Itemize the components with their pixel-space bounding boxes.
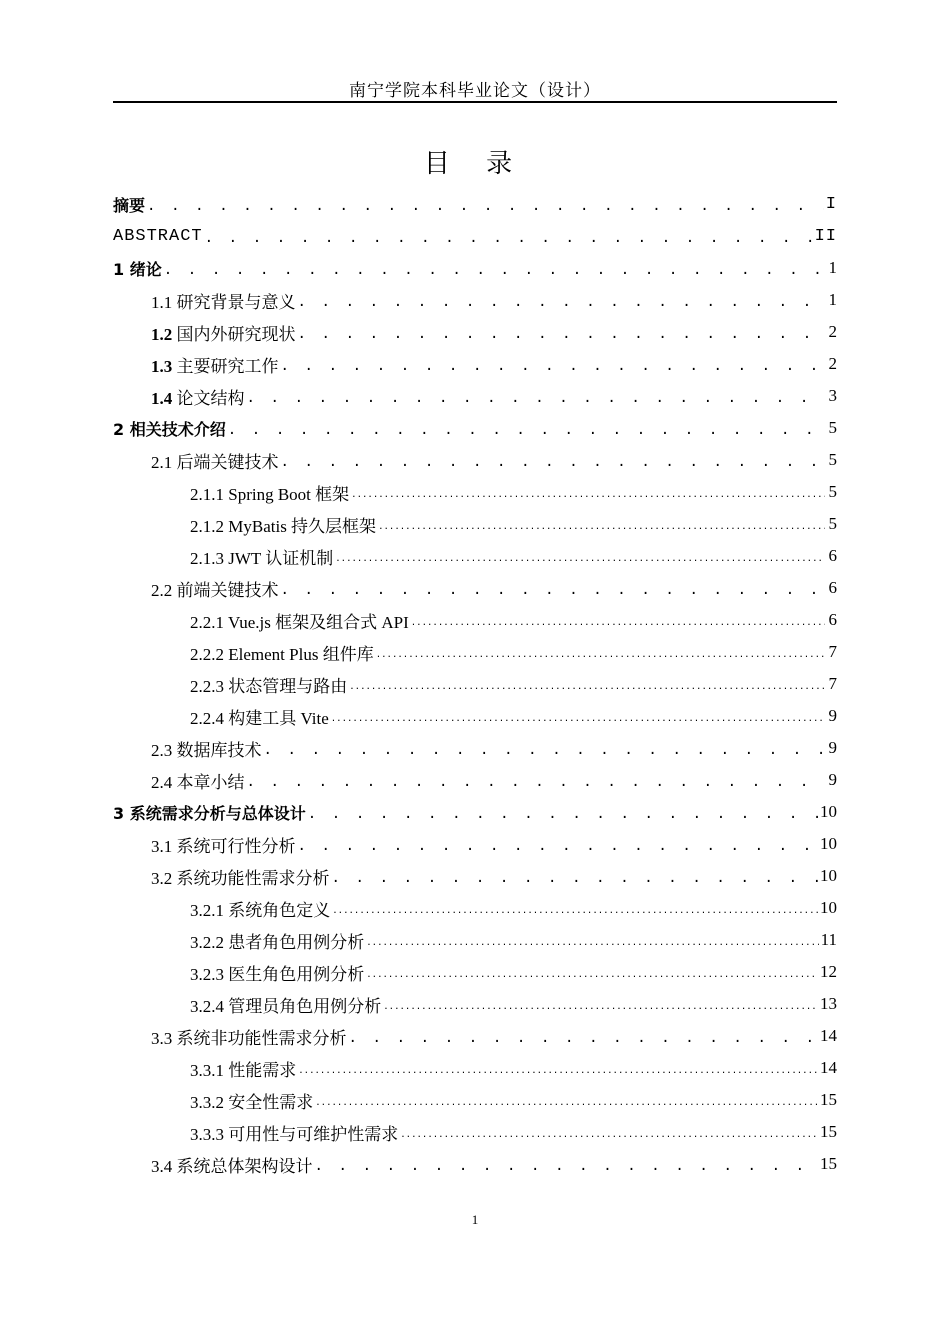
toc-entry-label: 3.2.2 患者角色用例分析 xyxy=(190,932,365,952)
toc-entry[interactable] xyxy=(113,796,837,828)
toc-entry[interactable] xyxy=(113,1148,837,1180)
toc-entry[interactable] xyxy=(113,220,837,252)
toc-entry-page: 9 xyxy=(828,770,837,789)
toc-entry[interactable] xyxy=(113,572,837,604)
toc-entry-page: 13 xyxy=(820,994,837,1013)
toc-entry[interactable] xyxy=(113,668,837,700)
toc-entry-page: II xyxy=(814,226,837,246)
toc-entry-label: 2.2 前端关键技术 xyxy=(151,580,279,600)
toc-entry[interactable] xyxy=(113,636,837,668)
toc-entry-page: 6 xyxy=(828,546,837,565)
toc-entry-page: 5 xyxy=(828,418,837,437)
dot-leader xyxy=(205,230,813,246)
toc-entry-number: 1.3 xyxy=(151,356,173,376)
toc-entry[interactable] xyxy=(113,604,837,636)
dot-leader xyxy=(315,1158,819,1174)
toc-entry[interactable] xyxy=(113,1116,837,1148)
toc-entry[interactable] xyxy=(113,412,837,444)
dot-leader xyxy=(351,490,825,500)
dot-leader xyxy=(332,906,818,916)
toc-entry-label: 1.4 论文结构 xyxy=(151,388,245,408)
dot-leader xyxy=(298,1066,818,1076)
dot-leader xyxy=(147,198,824,214)
toc-entry-number: 1.2 xyxy=(151,324,173,344)
dot-leader xyxy=(247,390,826,406)
table-of-contents xyxy=(113,188,837,1180)
toc-entry-page: 10 xyxy=(820,866,837,885)
toc-entry-page: 10 xyxy=(820,834,837,853)
toc-entry-label: 2 相关技术介绍 xyxy=(113,419,226,439)
toc-entry-number: 1.4 xyxy=(151,388,173,408)
toc-entry-label: 1.3 主要研究工作 xyxy=(151,356,279,376)
toc-entry[interactable] xyxy=(113,1020,837,1052)
toc-entry[interactable] xyxy=(113,860,837,892)
toc-entry-label: 3.3.2 安全性需求 xyxy=(190,1092,314,1112)
toc-entry-page: 7 xyxy=(828,674,837,693)
toc-entry[interactable] xyxy=(113,1052,837,1084)
toc-entry-label: 2.2.4 构建工具 Vite xyxy=(190,708,329,728)
toc-entry-label: 1.2 国内外研究现状 xyxy=(151,324,296,344)
dot-leader xyxy=(164,262,825,278)
dot-leader xyxy=(349,682,825,692)
toc-entry-page: 15 xyxy=(820,1154,837,1173)
toc-entry-label: 3.2.4 管理员角色用例分析 xyxy=(190,996,382,1016)
toc-entry-page: 2 xyxy=(828,322,837,341)
toc-entry[interactable] xyxy=(113,764,837,796)
dot-leader xyxy=(331,714,825,724)
toc-entry[interactable] xyxy=(113,316,837,348)
dot-leader xyxy=(264,742,826,758)
dot-leader xyxy=(376,650,825,660)
toc-entry-page: 3 xyxy=(828,386,837,405)
header-title: 南宁学院本科毕业论文（设计） xyxy=(349,81,601,100)
dot-leader xyxy=(378,522,825,532)
toc-entry[interactable] xyxy=(113,988,837,1020)
toc-entry-label: 2.1.1 Spring Boot 框架 xyxy=(190,484,350,504)
toc-entry-label: 2.1.3 JWT 认证机制 xyxy=(190,548,334,568)
toc-entry-page: 1 xyxy=(828,290,837,309)
toc-entry[interactable] xyxy=(113,252,837,284)
toc-entry-page: 15 xyxy=(820,1122,837,1141)
toc-entry[interactable] xyxy=(113,828,837,860)
page-number: 1 xyxy=(471,1212,479,1227)
toc-entry[interactable] xyxy=(113,444,837,476)
dot-leader xyxy=(335,554,825,564)
toc-entry[interactable] xyxy=(113,1084,837,1116)
dot-leader xyxy=(411,618,825,628)
toc-entry[interactable] xyxy=(113,892,837,924)
toc-entry[interactable] xyxy=(113,924,837,956)
toc-entry-page: 14 xyxy=(820,1058,837,1077)
toc-entry-label: 摘要 xyxy=(113,195,146,215)
dot-leader xyxy=(281,358,826,374)
dot-leader xyxy=(400,1130,818,1140)
toc-entry-page: 2 xyxy=(828,354,837,373)
toc-entry-label: 2.2.2 Element Plus 组件库 xyxy=(190,644,374,664)
toc-entry[interactable] xyxy=(113,732,837,764)
toc-entry-page: 11 xyxy=(820,930,837,949)
toc-entry-page: 5 xyxy=(828,514,837,533)
toc-entry-page: 12 xyxy=(820,962,837,981)
toc-entry-label: ABSTRACT xyxy=(113,226,203,246)
toc-entry-label: 3.2.1 系统角色定义 xyxy=(190,900,331,920)
toc-entry[interactable] xyxy=(113,188,837,220)
dot-leader xyxy=(366,938,818,948)
toc-entry-label: 3.1 系统可行性分析 xyxy=(151,836,296,856)
toc-entry-page: 7 xyxy=(828,642,837,661)
toc-entry-label: 2.3 数据库技术 xyxy=(151,740,262,760)
dot-leader xyxy=(298,294,826,310)
toc-entry-label: 3.2.3 医生角色用例分析 xyxy=(190,964,365,984)
toc-entry-label: 3.3.1 性能需求 xyxy=(190,1060,297,1080)
dot-leader xyxy=(383,1002,818,1012)
dot-leader xyxy=(228,422,825,438)
toc-entry-page: 5 xyxy=(828,482,837,501)
toc-entry[interactable] xyxy=(113,476,837,508)
toc-entry-label: 2.1 后端关键技术 xyxy=(151,452,279,472)
toc-entry[interactable] xyxy=(113,284,837,316)
dot-leader xyxy=(349,1030,819,1046)
toc-entry-page: I xyxy=(825,194,837,214)
toc-entry-label: 1.1 研究背景与意义 xyxy=(151,292,296,312)
toc-entry-label: 2.4 本章小结 xyxy=(151,772,245,792)
toc-entry-label: 3 系统需求分析与总体设计 xyxy=(113,803,306,823)
toc-entry-label: 2.1.2 MyBatis 持久层框架 xyxy=(190,516,377,536)
toc-entry-label: 3.3 系统非功能性需求分析 xyxy=(151,1028,347,1048)
toc-entry[interactable] xyxy=(113,540,837,572)
toc-entry-label: 3.3.3 可用性与可维护性需求 xyxy=(190,1124,399,1144)
toc-entry-page: 6 xyxy=(828,610,837,629)
toc-entry[interactable] xyxy=(113,508,837,540)
dot-leader xyxy=(281,582,826,598)
toc-entry-page: 14 xyxy=(820,1026,837,1045)
toc-entry-label: 1 绪论 xyxy=(113,259,162,279)
toc-entry-label: 3.2 系统功能性需求分析 xyxy=(151,868,330,888)
toc-entry-label: 2.2.1 Vue.js 框架及组合式 API xyxy=(190,612,409,632)
dot-leader xyxy=(308,806,818,822)
dot-leader xyxy=(298,838,819,854)
toc-entry-page: 5 xyxy=(828,450,837,469)
toc-entry-page: 10 xyxy=(820,802,837,821)
toc-entry-page: 6 xyxy=(828,578,837,597)
toc-entry-page: 10 xyxy=(820,898,837,917)
toc-entry[interactable] xyxy=(113,348,837,380)
dot-leader xyxy=(281,454,826,470)
toc-entry-page: 9 xyxy=(828,738,837,757)
dot-leader xyxy=(247,774,826,790)
toc-entry-page: 1 xyxy=(828,258,837,277)
toc-entry[interactable] xyxy=(113,956,837,988)
toc-entry[interactable] xyxy=(113,380,837,412)
toc-title: 目 录 xyxy=(423,149,527,179)
page-header xyxy=(113,74,837,103)
toc-entry-label: 3.4 系统总体架构设计 xyxy=(151,1156,313,1176)
dot-leader xyxy=(315,1098,818,1108)
toc-entry-label: 2.2.3 状态管理与路由 xyxy=(190,676,348,696)
dot-leader xyxy=(332,870,819,886)
toc-entry-page: 15 xyxy=(820,1090,837,1109)
dot-leader xyxy=(298,326,826,342)
dot-leader xyxy=(366,970,818,980)
toc-entry[interactable] xyxy=(113,700,837,732)
toc-entry-page: 9 xyxy=(828,706,837,725)
